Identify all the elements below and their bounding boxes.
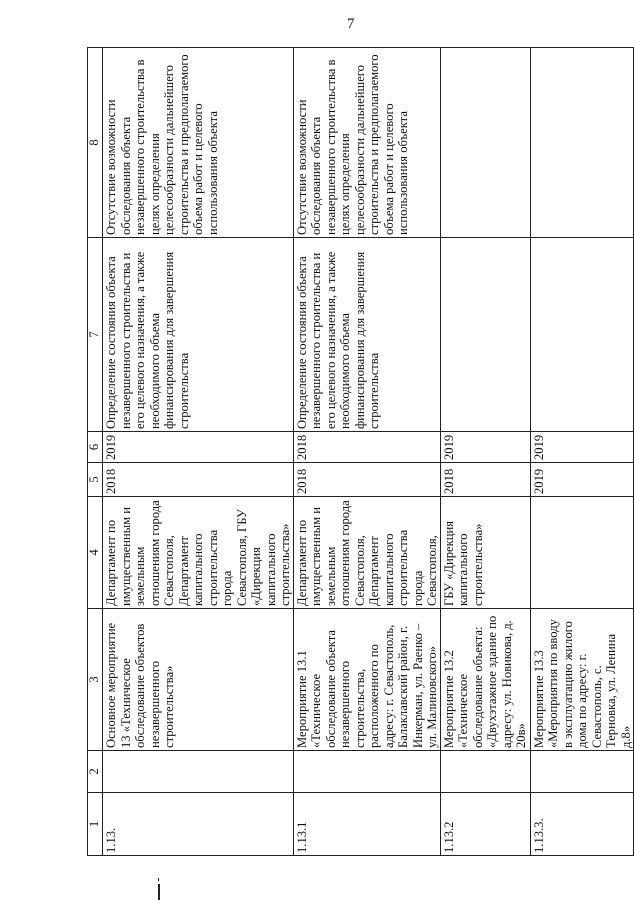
cell-end-year: 2019 — [530, 432, 634, 463]
table-row — [530, 48, 634, 856]
cell-name: Основное мероприятие 13 «Техническое обследование объектов незавершенного строительства» — [103, 609, 294, 751]
header-cell: 2 — [88, 751, 103, 793]
cell-consequence — [530, 48, 634, 238]
row-number: 1.13.3. — [530, 793, 634, 856]
cell-consequence: Отсутствие возможности обследования объекта незавершенного строительства в целях определения целесообразности дальнейшего строительства и предполагаемого объема работ и целевого использования объекта — [293, 48, 440, 238]
rotated-table-container — [87, 48, 633, 856]
row-number: 1.13. — [103, 793, 294, 856]
cell-name: Мероприятие 13.2 «Техническое обследование объекта: «Двухэтажное здание по адресу: ул. Новикова, д. 20в» — [440, 609, 530, 751]
cell-executor — [530, 497, 634, 609]
header-cell: 5 — [88, 463, 103, 497]
cell-c2 — [530, 751, 634, 793]
cell-result — [530, 238, 634, 432]
table-row — [293, 48, 440, 856]
cell-c2 — [293, 751, 440, 793]
table-row — [103, 48, 294, 856]
header-cell: 3 — [88, 609, 103, 751]
header-cell: 1 — [88, 793, 103, 856]
cell-start-year: 2018 — [103, 463, 294, 497]
row-number: 1.13.1 — [293, 793, 440, 856]
cell-start-year: 2019 — [530, 463, 634, 497]
cell-result: Определение состояния объекта незавершенного строительства и его целевого назначения, а также необходимого объема финансирования для завершения строительства — [293, 238, 440, 432]
cell-c2 — [103, 751, 294, 793]
cell-c2 — [440, 751, 530, 793]
cell-end-year: 2019 — [440, 432, 530, 463]
row-number: 1.13.2 — [440, 793, 530, 856]
cell-executor: ГБУ «Дирекция капитального строительства» — [440, 497, 530, 609]
cell-result — [440, 238, 530, 432]
cell-name: Мероприятие 13.1 «Техническое обследование объекта незавершенного строительства, расположенного по адресу: г. Севастополь, Балаклавский район, г. Инкерман, ул. Раенко – ул. Малиновского» — [293, 609, 440, 751]
cell-start-year: 2018 — [440, 463, 530, 497]
header-cell: 4 — [88, 497, 103, 609]
cell-consequence: Отсутствие возможности обследования объекта незавершенного строительства в целях определения целесообразности дальнейшего строительства и предполагаемого объема работ и целевого использования объекта — [103, 48, 294, 238]
cell-consequence — [440, 48, 530, 238]
margin-tick — [158, 878, 159, 881]
cell-name: Мероприятие 13.3 «Мероприятия по вводу в эксплуатацию жилого дома по адресу: г. Севастополь, с. Терновка, ул. Ленина д.8» — [530, 609, 634, 751]
table-header-row — [88, 48, 103, 856]
cell-result: Определение состояния объекта незавершенного строительства и его целевого назначения, а также необходимого объема финансирования для завершения строительства — [103, 238, 294, 432]
header-cell: 7 — [88, 238, 103, 432]
page-number: 7 — [347, 16, 355, 32]
program-table — [87, 47, 634, 856]
header-cell: 6 — [88, 432, 103, 463]
cell-executor: Департамент по имущественным и земельным отношениям города Севастополя, Департамент капитального строительства города Севастополя, — [293, 497, 440, 609]
cell-executor: Департамент по имущественным и земельным отношениям города Севастополя, Департамент капитального строительства города Севастополя, ГБУ «Дирекция капитального строительства» — [103, 497, 294, 609]
cell-end-year: 2018 — [293, 432, 440, 463]
table-row — [440, 48, 530, 856]
cell-start-year: 2018 — [293, 463, 440, 497]
margin-mark — [158, 884, 160, 900]
header-cell: 8 — [88, 48, 103, 238]
cell-end-year: 2019 — [103, 432, 294, 463]
